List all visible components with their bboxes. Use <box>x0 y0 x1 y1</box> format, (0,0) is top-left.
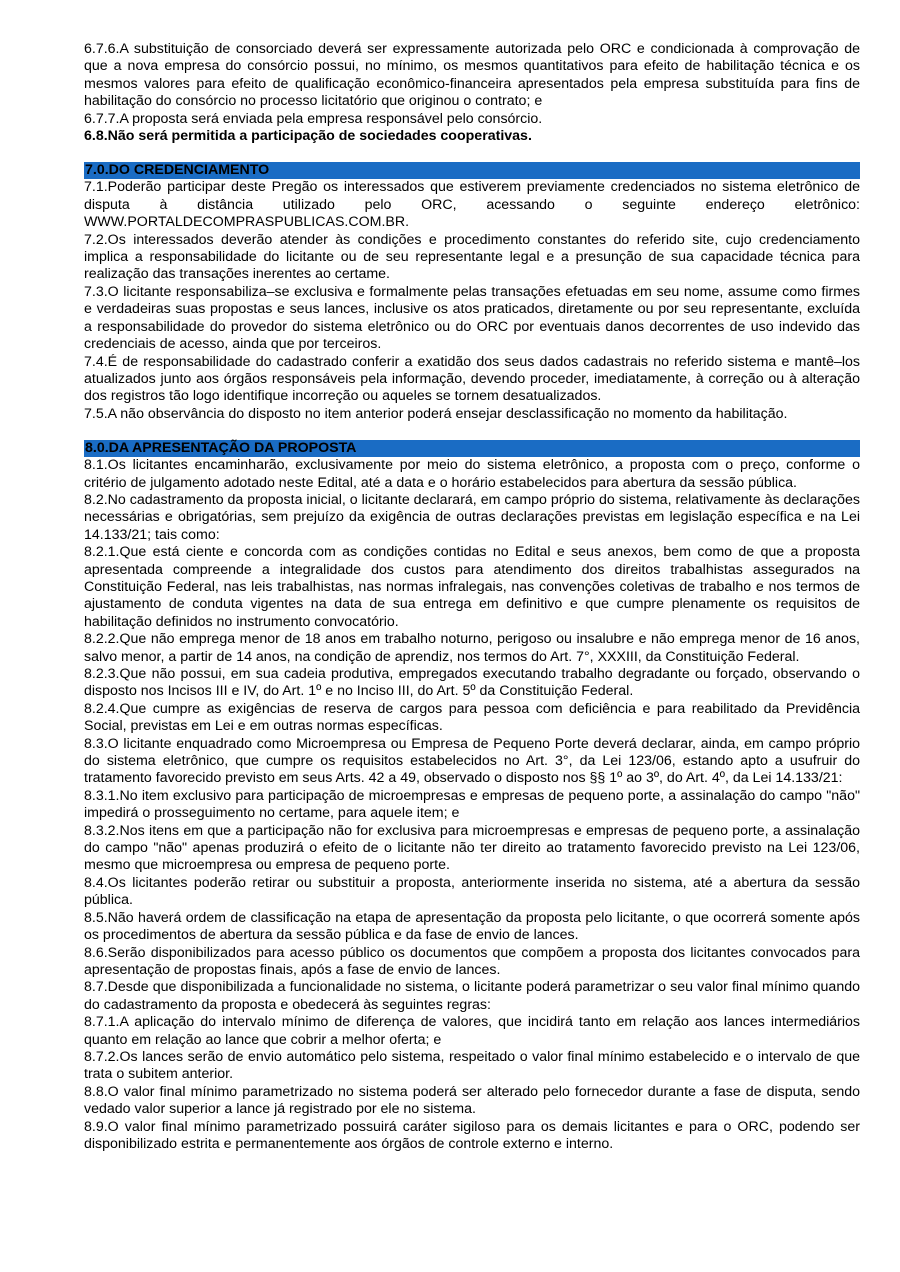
clause-paragraph: 8.5.Não haverá ordem de classificação na etapa de apresentação da proposta pelo licitante, o que ocorrerá somente após os procedimentos de abertura da sessão pública e da fase de envio de lances. <box>84 909 860 944</box>
clause-paragraph: 8.2.1.Que está ciente e concorda com as condições contidas no Edital e seus anexos, bem como de que a proposta apresentada compreende a integralidade dos custos para atendimento dos direitos trabalhistas assegurados na Constituição Federal, nas leis trabalhistas, nas normas infralegais, nas convenções coletivas de trabalho e nos termos de ajustamento de conduta vigentes na data de sua entrega em definitivo e que cumpre plenamente os requisitos de habilitação definidos no instrumento convocatório. <box>84 544 860 630</box>
clause-paragraph: 8.3.1.No item exclusivo para participação de microempresas e empresas de pequeno porte, a assinalação do campo "não" impedirá o prosseguimento no certame, para aquele item; e <box>84 787 860 822</box>
clause-paragraph: 6.7.6.A substituição de consorciado deverá ser expressamente autorizada pelo ORC e condicionada à comprovação de que a nova empresa do consórcio possui, no mínimo, os mesmos quantitativos para efeito de habilitação técnica e os mesmos valores para efeito de qualificação econômico-financeira apresentados pela empresa substituída para fins de habilitação do consórcio no processo licitatório que originou o contrato; e <box>84 41 860 110</box>
clause-paragraph: 8.7.Desde que disponibilizada a funcionalidade no sistema, o licitante poderá parametrizar o seu valor final mínimo quando do cadastramento da proposta e obedecerá às seguintes regras: <box>84 979 860 1013</box>
clause-paragraph: 7.3.O licitante responsabiliza–se exclusiva e formalmente pelas transações efetuadas em seu nome, assume como firmes e verdadeiras suas propostas e seus lances, inclusive os atos praticados, diretamente ou por seu representante, excluída a responsabilidade do provedor do sistema eletrônico ou do ORC por eventuais danos decorrentes de uso indevido das credenciais de acesso, ainda que por terceiros. <box>84 283 860 353</box>
clause-paragraph: 8.2.2.Que não emprega menor de 18 anos em trabalho noturno, perigoso ou insalubre e não emprega menor de 16 anos, salvo menor, a partir de 14 anos, na condição de aprendiz, nos termos do Art. 7°, XXXIII, da Constituição Federal. <box>84 631 860 665</box>
clause-paragraph: 7.4.É de responsabilidade do cadastrado conferir a exatidão dos seus dados cadastrais no referido sistema e mantê–los atualizados junto aos órgãos responsáveis pela informação, devendo proceder, imediatamente, à correção ou à alteração dos registros tão logo identifique incorreção ou aqueles se tornem desatualizados. <box>84 353 860 405</box>
clause-paragraph: 8.2.4.Que cumpre as exigências de reserva de cargos para pessoa com deficiência e para reabilitado da Previdência Social, previstas em Lei e em outras normas específicas. <box>84 700 860 735</box>
clause-paragraph: 8.8.O valor final mínimo parametrizado no sistema poderá ser alterado pelo fornecedor durante a fase de disputa, sendo vedado valor superior a lance já registrado por ele no sistema. <box>84 1083 860 1118</box>
clause-paragraph: 7.1.Poderão participar deste Pregão os interessados que estiverem previamente credenciados no sistema eletrônico de disputa à distância utilizado pelo ORC, acessando o seguinte endereço eletrônico: WWW.PORTALDECOMPRASPUBLICAS.COM.BR. <box>84 179 860 231</box>
clause-paragraph: 8.3.O licitante enquadrado como Microempresa ou Empresa de Pequeno Porte deverá declarar, ainda, em campo próprio do sistema eletrônico, que cumpre os requisitos estabelecidos no Art. 3°, da Lei 123/06, estando apto a usufruir do tratamento favorecido previsto em seus Arts. 42 a 49, observado o disposto nos §§ 1º ao 3º, do Art. 4º, da Lei 14.133/21: <box>84 735 860 787</box>
clause-paragraph: 7.2.Os interessados deverão atender às condições e procedimento constantes do referido site, cujo credenciamento implica a responsabilidade do licitante ou de seu representante legal e a presunção de sua capacidade técnica para realização das transações inerentes ao certame. <box>84 231 860 283</box>
clause-paragraph: 8.2.3.Que não possui, em sua cadeia produtiva, empregados executando trabalho degradante ou forçado, observando o disposto nos Incisos III e IV, do Art. 1º e no Inciso III, do Art. 5º da Constituição Federal. <box>84 666 860 700</box>
section-heading: 7.0.DO CREDENCIAMENTO <box>84 162 860 179</box>
clause-paragraph: 8.3.2.Nos itens em que a participação não for exclusiva para microempresas e empresas de pequeno porte, a assinalação do campo "não" apenas produzirá o efeito de o licitante não ter direito ao tratamento favorecido previsto na Lei 123/06, mesmo que microempresa ou empresa de pequeno porte. <box>84 822 860 874</box>
clause-paragraph: 7.5.A não observância do disposto no item anterior poderá ensejar desclassificação no momento da habilitação. <box>84 405 788 422</box>
clause-paragraph: 8.7.1.A aplicação do intervalo mínimo de diferença de valores, que incidirá tanto em relação aos lances intermediários quanto em relação ao lance que cobrir a melhor oferta; e <box>84 1014 860 1048</box>
section-spacer <box>84 145 860 162</box>
clause-paragraph: 8.9.O valor final mínimo parametrizado possuirá caráter sigiloso para os demais licitantes e para o ORC, podendo ser disponibilizado estrita e permanentemente aos órgãos de controle externo e interno. <box>84 1118 860 1152</box>
clause-paragraph: 8.2.No cadastramento da proposta inicial, o licitante declarará, em campo próprio do sistema, relativamente às declarações necessárias e obrigatórias, sem prejuízo da exigência de outras declarações previstas em legislação específica e na Lei 14.133/21; tais como: <box>84 491 860 543</box>
clause-paragraph: 8.1.Os licitantes encaminharão, exclusivamente por meio do sistema eletrônico, a proposta com o preço, conforme o critério de julgamento adotado neste Edital, até a data e o horário estabelecidos para abertura da sessão pública. <box>84 457 860 491</box>
document-page <box>84 41 860 1153</box>
clause-paragraph: 8.7.2.Os lances serão de envio automático pelo sistema, respeitado o valor final mínimo estabelecido e o intervalo de que trata o subitem anterior. <box>84 1048 860 1083</box>
clause-paragraph: 6.7.7.A proposta será enviada pela empresa responsável pelo consórcio. <box>84 110 543 127</box>
clause-paragraph: 8.4.Os licitantes poderão retirar ou substituir a proposta, anteriormente inserida no sistema, até a abertura da sessão pública. <box>84 874 860 909</box>
clause-paragraph: 8.6.Serão disponibilizados para acesso público os documentos que compõem a proposta dos licitantes convocados para apresentação de propostas finais, após a fase de envio de lances. <box>84 944 860 978</box>
section-heading: 8.0.DA APRESENTAÇÃO DA PROPOSTA <box>84 440 860 457</box>
clause-bold: 6.8.Não será permitida a participação de sociedades cooperativas. <box>84 128 532 145</box>
section-spacer <box>84 423 860 440</box>
